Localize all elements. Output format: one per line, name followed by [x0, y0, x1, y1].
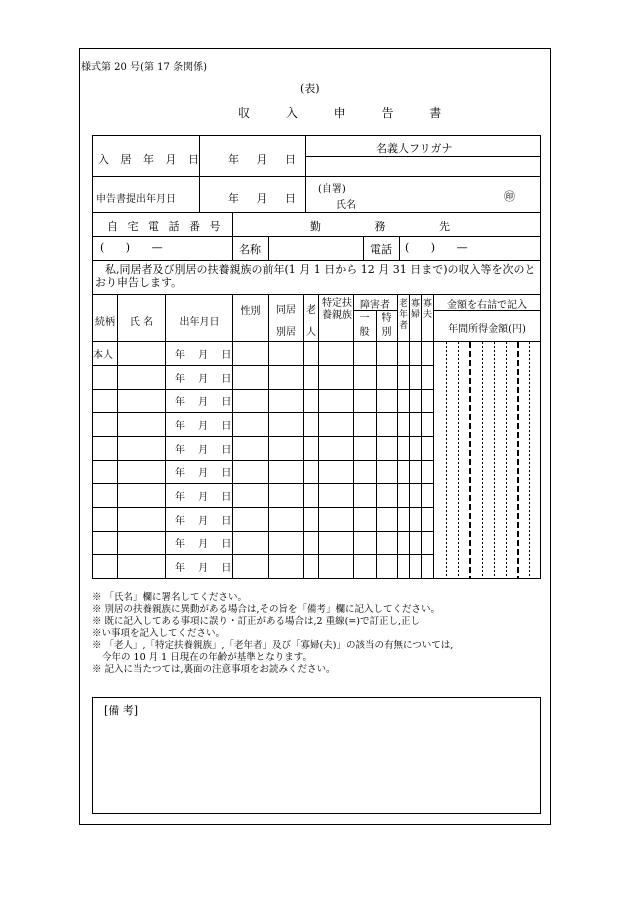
header-widow: 寡婦 — [410, 299, 420, 320]
header-name: 氏 名 — [129, 317, 154, 328]
name-label: 氏名 — [336, 200, 356, 211]
note-item: ※い事項を記入してください。 — [92, 628, 226, 639]
page-title: 収 入 申 告 書 — [238, 106, 458, 120]
header-annual-income: 年間所得金額(円) — [448, 324, 526, 335]
row-date: 年 月 日 — [175, 397, 232, 408]
note-item: ※ 「氏名」欄に署名してください。 — [92, 592, 248, 603]
remarks-field[interactable] — [94, 718, 538, 812]
workplace-label: 勤 務 先 — [310, 220, 450, 233]
seal-icon: ㊞ — [504, 190, 515, 203]
row-date: 年 月 日 — [175, 445, 232, 456]
move-in-date-field[interactable]: 年 月 日 — [228, 153, 296, 166]
form-number: 様式第 20 号(第 17 条関係) — [81, 62, 207, 73]
header-senior: 老年者 — [398, 299, 408, 331]
row-date: 年 月 日 — [175, 374, 232, 385]
header-cohabit: 同居別居 — [276, 305, 296, 338]
company-phone-label: 電話 — [370, 243, 392, 256]
row-date: 年 月 日 — [175, 468, 232, 479]
note-item: ※ 記入に当たつては,裏面の注意事項をお読みください。 — [92, 664, 336, 675]
note-item: 今年の 10 月 1 日現在の年齢が基準となります。 — [102, 652, 312, 663]
remarks-label: [備 考] — [104, 704, 139, 717]
company-name-label: 名称 — [239, 243, 261, 256]
row-date: 年 月 日 — [175, 350, 232, 361]
header-birth: 出年月日 — [179, 317, 220, 328]
note-item: ※ 既に記入してある事項に誤り・訂正がある場合は,2 重線(=)で訂正し,正し — [92, 616, 420, 627]
header-special-dependent: 特定扶養親族 — [322, 298, 352, 321]
header-disabled: 障害者 — [360, 300, 390, 311]
home-phone-label: 自 宅 電 話 番 号 — [107, 220, 224, 233]
row-date: 年 月 日 — [175, 563, 232, 574]
first-row-relation: 本人 — [93, 350, 113, 361]
move-in-date-label: 入 居 年 月 日 — [98, 153, 203, 166]
note-item: ※ 別居の扶養親族に異動がある場合は,その旨を「備考」欄に記入してください。 — [92, 604, 441, 615]
header-elderly: 老人 — [306, 305, 316, 338]
declaration-text: 私,同居者及び別居の扶養親族の前年(1 月 1 日から 12 月 31 日まで)の収入等を次のとおり申告します。 — [95, 263, 536, 289]
header-sex: 性別 — [240, 306, 261, 317]
header-widower: 寡夫 — [422, 299, 432, 320]
header-general: 一般 — [359, 313, 370, 338]
front-side-label: (表) — [300, 82, 320, 95]
header-relation: 続柄 — [95, 317, 115, 328]
company-phone-field[interactable]: ( ) — — [405, 241, 468, 254]
note-item: ※ 「老人」,「特定扶養親族」,「老年者」及び「寡婦(夫)」の該当の有無については, — [92, 640, 454, 651]
row-date: 年 月 日 — [175, 516, 232, 527]
header-special-disabled: 特別 — [381, 313, 392, 338]
home-phone-field[interactable]: ( ) — — [100, 241, 163, 254]
submit-date-label: 申告書提出年月日 — [96, 194, 176, 205]
row-date: 年 月 日 — [175, 539, 232, 550]
submit-date-field[interactable]: 年 月 日 — [228, 192, 296, 205]
header-amount-note: 金額を右詰で記入 — [447, 300, 527, 311]
signature-label: (自署) — [318, 184, 346, 195]
row-date: 年 月 日 — [175, 421, 232, 432]
furigana-label: 名義人フリガナ — [376, 142, 453, 155]
row-date: 年 月 日 — [175, 492, 232, 503]
